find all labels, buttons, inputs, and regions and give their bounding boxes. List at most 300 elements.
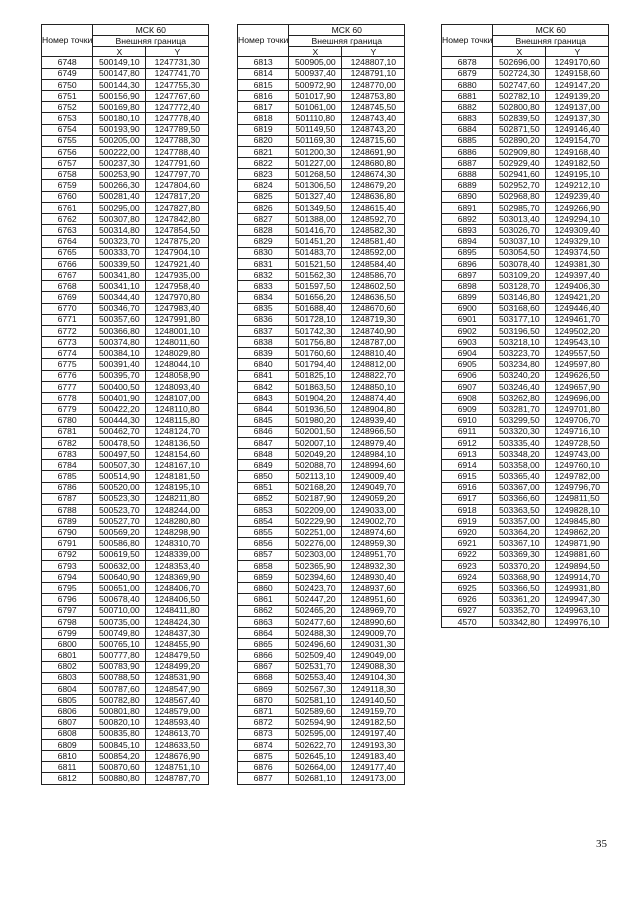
x-cell: 503335,40: [493, 437, 546, 448]
table-row: [42, 359, 209, 370]
table-row: [42, 572, 209, 583]
x-cell: 500520,00: [93, 482, 146, 493]
y-cell: 1249947,30: [546, 594, 609, 605]
table-row: [42, 158, 209, 169]
x-cell: 501110,80: [289, 113, 342, 124]
y-cell: 1248136,50: [146, 437, 209, 448]
y-cell: 1249811,50: [546, 493, 609, 504]
x-cell: 500149,10: [93, 57, 146, 68]
x-cell: 501825,10: [289, 370, 342, 381]
x-cell: 500281,40: [93, 191, 146, 202]
table-row: [238, 314, 405, 325]
table-row: [42, 68, 209, 79]
point-number-cell: 6857: [238, 549, 289, 560]
table-row: [442, 79, 609, 90]
table-row: [238, 594, 405, 605]
table-row: [42, 695, 209, 706]
y-cell: 1248582,30: [342, 225, 405, 236]
x-cell: 502488,30: [289, 627, 342, 638]
table-row: [42, 605, 209, 616]
x-cell: 503177,10: [493, 314, 546, 325]
table-row: [42, 113, 209, 124]
x-cell: 502645,10: [289, 751, 342, 762]
y-cell: 1249502,20: [546, 325, 609, 336]
x-cell: 502088,70: [289, 460, 342, 471]
table-row: [42, 79, 209, 90]
x-cell: 500801,80: [93, 706, 146, 717]
x-cell: 500222,00: [93, 146, 146, 157]
table-row: [238, 337, 405, 348]
x-cell: 500333,70: [93, 247, 146, 258]
table-row: [42, 124, 209, 135]
table-row: [238, 728, 405, 739]
point-number-cell: 6807: [42, 717, 93, 728]
table-row: [442, 158, 609, 169]
point-number-cell: 6804: [42, 683, 93, 694]
y-cell: 1249796,70: [546, 482, 609, 493]
y-cell: 1248812,00: [342, 359, 405, 370]
y-cell: 1248979,40: [342, 437, 405, 448]
table-row: [42, 639, 209, 650]
x-cell: 500253,90: [93, 169, 146, 180]
point-number-cell: 6898: [442, 281, 493, 292]
point-number-cell: 6815: [238, 79, 289, 90]
point-number-cell: 6817: [238, 102, 289, 113]
x-cell: 503357,00: [493, 516, 546, 527]
table-row: [442, 102, 609, 113]
table-row: [442, 370, 609, 381]
point-number-cell: 6855: [238, 527, 289, 538]
table-row: [442, 404, 609, 415]
x-cell: 502909,80: [493, 146, 546, 157]
y-cell: 1249421,20: [546, 292, 609, 303]
x-cell: 500295,00: [93, 202, 146, 213]
page-number: 35: [596, 838, 607, 850]
x-cell: 501656,20: [289, 292, 342, 303]
y-cell: 1248636,50: [342, 292, 405, 303]
y-cell: 1248579,00: [146, 706, 209, 717]
x-cell: 500937,40: [289, 68, 342, 79]
point-number-cell: 6852: [238, 493, 289, 504]
x-cell: 500651,00: [93, 583, 146, 594]
x-cell: 502447,20: [289, 594, 342, 605]
point-number-cell: 6830: [238, 247, 289, 258]
point-number-cell: 6827: [238, 214, 289, 225]
table-row: [442, 504, 609, 515]
point-number-cell: 6926: [442, 594, 493, 605]
y-cell: 1248406,70: [146, 583, 209, 594]
x-cell: 500391,40: [93, 359, 146, 370]
header-boundary: Внешняя граница: [493, 36, 609, 47]
table-row: [42, 751, 209, 762]
x-cell: 500735,00: [93, 616, 146, 627]
y-cell: 1248787,00: [342, 337, 405, 348]
x-cell: 500156,90: [93, 90, 146, 101]
y-cell: 1249871,90: [546, 538, 609, 549]
point-number-cell: 6874: [238, 739, 289, 750]
y-cell: 1248167,10: [146, 460, 209, 471]
y-cell: 1249139,20: [546, 90, 609, 101]
x-cell: 502496,60: [289, 639, 342, 650]
point-number-cell: 6824: [238, 180, 289, 191]
y-cell: 1249088,30: [342, 661, 405, 672]
x-cell: 503370,20: [493, 560, 546, 571]
y-cell: 1248984,10: [342, 448, 405, 459]
x-cell: 500341,80: [93, 269, 146, 280]
y-cell: 1247935,00: [146, 269, 209, 280]
table-row: [42, 57, 209, 68]
x-cell: 500346,70: [93, 303, 146, 314]
x-cell: 502985,70: [493, 202, 546, 213]
x-cell: 500144,30: [93, 79, 146, 90]
table-row: [442, 90, 609, 101]
point-number-cell: 6876: [238, 762, 289, 773]
table-row: [42, 482, 209, 493]
table-row: [442, 180, 609, 191]
x-cell: 501149,50: [289, 124, 342, 135]
x-cell: 500462,70: [93, 426, 146, 437]
point-number-cell: 6884: [442, 124, 493, 135]
x-cell: 500497,50: [93, 448, 146, 459]
x-cell: 502595,00: [289, 728, 342, 739]
point-number-cell: 6808: [42, 728, 93, 739]
x-cell: 502276,00: [289, 538, 342, 549]
point-number-cell: 6886: [442, 146, 493, 157]
x-cell: 500169,80: [93, 102, 146, 113]
y-cell: 1248244,00: [146, 504, 209, 515]
table-row: [42, 314, 209, 325]
y-cell: 1249329,10: [546, 236, 609, 247]
table-row: [42, 504, 209, 515]
y-cell: 1249406,30: [546, 281, 609, 292]
x-cell: 501756,80: [289, 337, 342, 348]
table-row: [238, 325, 405, 336]
x-cell: 502251,00: [289, 527, 342, 538]
x-cell: 501904,20: [289, 393, 342, 404]
y-cell: 1247958,40: [146, 281, 209, 292]
x-cell: 502567,30: [289, 683, 342, 694]
y-cell: 1249701,80: [546, 404, 609, 415]
point-number-cell: 6825: [238, 191, 289, 202]
point-number-cell: 6833: [238, 281, 289, 292]
point-number-cell: 6892: [442, 214, 493, 225]
point-number-cell: 6813: [238, 57, 289, 68]
y-cell: 1247767,60: [146, 90, 209, 101]
table-row: [238, 583, 405, 594]
y-cell: 1248939,40: [342, 415, 405, 426]
x-cell: 501268,50: [289, 169, 342, 180]
y-cell: 1249461,70: [546, 314, 609, 325]
table-row: [442, 460, 609, 471]
x-cell: 502394,60: [289, 572, 342, 583]
table-row: [442, 225, 609, 236]
y-cell: 1249140,50: [342, 695, 405, 706]
table-row: [442, 348, 609, 359]
y-cell: 1247817,20: [146, 191, 209, 202]
table-row: [442, 594, 609, 605]
header-point-number: Номер точки: [442, 25, 493, 57]
x-cell: 503364,20: [493, 527, 546, 538]
y-cell: 1247875,20: [146, 236, 209, 247]
table-row: [238, 258, 405, 269]
table-row: [238, 102, 405, 113]
y-cell: 1249197,40: [342, 728, 405, 739]
y-cell: 1248424,30: [146, 616, 209, 627]
y-cell: 1248990,60: [342, 616, 405, 627]
table-row: [42, 415, 209, 426]
table-row: [442, 538, 609, 549]
y-cell: 1248406,50: [146, 594, 209, 605]
x-cell: 500845,10: [93, 739, 146, 750]
x-cell: 503054,50: [493, 247, 546, 258]
point-number-cell: 6863: [238, 616, 289, 627]
point-number-cell: 6895: [442, 247, 493, 258]
y-cell: 1249031,30: [342, 639, 405, 650]
y-cell: 1248951,70: [342, 549, 405, 560]
x-cell: 503369,30: [493, 549, 546, 560]
y-cell: 1249657,90: [546, 381, 609, 392]
point-number-cell: 6812: [42, 773, 93, 784]
x-cell: 503196,50: [493, 325, 546, 336]
table-row: [42, 370, 209, 381]
point-number-cell: 6853: [238, 504, 289, 515]
point-number-cell: 6883: [442, 113, 493, 124]
x-cell: 502477,60: [289, 616, 342, 627]
x-cell: 500266,30: [93, 180, 146, 191]
y-cell: 1249009,70: [342, 627, 405, 638]
table-row: [442, 113, 609, 124]
y-cell: 1248613,70: [146, 728, 209, 739]
table-row: [238, 281, 405, 292]
y-cell: 1248001,10: [146, 325, 209, 336]
y-cell: 1249931,80: [546, 583, 609, 594]
table-row: [238, 739, 405, 750]
point-number-cell: 6872: [238, 717, 289, 728]
point-number-cell: 6784: [42, 460, 93, 471]
y-cell: 1248353,40: [146, 560, 209, 571]
x-cell: 501936,50: [289, 404, 342, 415]
y-cell: 1249782,00: [546, 471, 609, 482]
table-row: [238, 292, 405, 303]
point-number-cell: 6878: [442, 57, 493, 68]
point-number-cell: 6889: [442, 180, 493, 191]
point-number-cell: 6841: [238, 370, 289, 381]
table-row: [238, 504, 405, 515]
y-cell: 1248740,90: [342, 325, 405, 336]
point-number-cell: 6870: [238, 695, 289, 706]
y-cell: 1247788,30: [146, 135, 209, 146]
table-row: [42, 516, 209, 527]
table-row: [42, 90, 209, 101]
table-row: [238, 639, 405, 650]
table-row: [42, 191, 209, 202]
y-cell: 1248937,60: [342, 583, 405, 594]
point-number-cell: 6763: [42, 225, 93, 236]
y-cell: 1248211,80: [146, 493, 209, 504]
x-cell: 502531,70: [289, 661, 342, 672]
point-number-cell: 6864: [238, 627, 289, 638]
y-cell: 1249159,70: [342, 706, 405, 717]
point-number-cell: 6914: [442, 460, 493, 471]
y-cell: 1249828,10: [546, 504, 609, 515]
table-row: [238, 381, 405, 392]
table-row: [42, 683, 209, 694]
x-cell: 500366,80: [93, 325, 146, 336]
y-cell: 1249309,40: [546, 225, 609, 236]
point-number-cell: 6779: [42, 404, 93, 415]
x-cell: 501728,10: [289, 314, 342, 325]
y-cell: 1247991,80: [146, 314, 209, 325]
table-row: [238, 538, 405, 549]
point-number-cell: 6835: [238, 303, 289, 314]
y-cell: 1249381,30: [546, 258, 609, 269]
header-x: X: [289, 47, 342, 57]
x-cell: 501863,50: [289, 381, 342, 392]
x-cell: 500444,30: [93, 415, 146, 426]
x-cell: 501980,20: [289, 415, 342, 426]
point-number-cell: 6768: [42, 281, 93, 292]
table-row: [238, 113, 405, 124]
y-cell: 1249049,70: [342, 482, 405, 493]
table-row: [442, 258, 609, 269]
x-cell: 500640,90: [93, 572, 146, 583]
x-cell: 500710,00: [93, 605, 146, 616]
point-number-cell: 6845: [238, 415, 289, 426]
table-row: [238, 68, 405, 79]
table-row: [42, 448, 209, 459]
y-cell: 1249182,50: [546, 158, 609, 169]
x-cell: 502589,60: [289, 706, 342, 717]
y-cell: 1248107,00: [146, 393, 209, 404]
y-cell: 1248547,90: [146, 683, 209, 694]
table-row: [442, 516, 609, 527]
y-cell: 1249118,30: [342, 683, 405, 694]
point-number-cell: 6900: [442, 303, 493, 314]
table-row: [238, 426, 405, 437]
y-cell: 1249183,40: [342, 751, 405, 762]
point-number-cell: 6783: [42, 448, 93, 459]
y-cell: 1247921,40: [146, 258, 209, 269]
x-cell: 500180,10: [93, 113, 146, 124]
y-cell: 1249706,70: [546, 415, 609, 426]
point-number-cell: 6765: [42, 247, 93, 258]
y-cell: 1249914,70: [546, 572, 609, 583]
y-cell: 1248058,90: [146, 370, 209, 381]
x-cell: 503240,20: [493, 370, 546, 381]
table-row: [42, 717, 209, 728]
y-cell: 1248310,70: [146, 538, 209, 549]
y-cell: 1249597,80: [546, 359, 609, 370]
point-number-cell: 6821: [238, 146, 289, 157]
point-number-cell: 6917: [442, 493, 493, 504]
x-cell: 500314,80: [93, 225, 146, 236]
y-cell: 1249894,50: [546, 560, 609, 571]
header-system: МСК 60: [289, 25, 405, 36]
y-cell: 1248904,80: [342, 404, 405, 415]
point-number-cell: 6923: [442, 560, 493, 571]
table-row: [442, 269, 609, 280]
x-cell: 500619,50: [93, 549, 146, 560]
point-number-cell: 6908: [442, 393, 493, 404]
point-number-cell: 6893: [442, 225, 493, 236]
y-cell: 1248770,00: [342, 79, 405, 90]
table-row: [238, 672, 405, 683]
x-cell: 500632,00: [93, 560, 146, 571]
table-row: [238, 348, 405, 359]
x-cell: 501169,30: [289, 135, 342, 146]
point-number-cell: 6790: [42, 527, 93, 538]
y-cell: 1248044,10: [146, 359, 209, 370]
point-number-cell: 6840: [238, 359, 289, 370]
x-cell: 501483,70: [289, 247, 342, 258]
x-cell: 503361,20: [493, 594, 546, 605]
point-number-cell: 6770: [42, 303, 93, 314]
table-row: [442, 549, 609, 560]
point-number-cell: 6836: [238, 314, 289, 325]
x-cell: 500527,70: [93, 516, 146, 527]
table-row: [442, 605, 609, 616]
x-cell: 500339,50: [93, 258, 146, 269]
y-cell: 1249239,40: [546, 191, 609, 202]
x-cell: 500395,70: [93, 370, 146, 381]
point-number-cell: 6875: [238, 751, 289, 762]
table-row: [42, 214, 209, 225]
point-number-cell: 6780: [42, 415, 93, 426]
point-number-cell: 6758: [42, 169, 93, 180]
point-number-cell: 6888: [442, 169, 493, 180]
point-number-cell: 6846: [238, 426, 289, 437]
y-cell: 1248369,90: [146, 572, 209, 583]
point-number-cell: 6800: [42, 639, 93, 650]
y-cell: 1249195,10: [546, 169, 609, 180]
table-row: [42, 381, 209, 392]
table-row: [442, 169, 609, 180]
point-number-cell: 6848: [238, 448, 289, 459]
x-cell: 502890,20: [493, 135, 546, 146]
y-cell: 1248633,50: [146, 739, 209, 750]
table-row: [238, 158, 405, 169]
header-boundary: Внешняя граница: [93, 36, 209, 47]
y-cell: 1248850,10: [342, 381, 405, 392]
point-number-cell: 6766: [42, 258, 93, 269]
point-number-cell: 6867: [238, 661, 289, 672]
y-cell: 1249760,10: [546, 460, 609, 471]
point-number-cell: 6792: [42, 549, 93, 560]
point-number-cell: 6806: [42, 706, 93, 717]
y-cell: 1248680,80: [342, 158, 405, 169]
table-row: [442, 359, 609, 370]
table-row: [238, 482, 405, 493]
x-cell: 500835,80: [93, 728, 146, 739]
y-cell: 1248822,70: [342, 370, 405, 381]
y-cell: 1249182,50: [342, 717, 405, 728]
table-row: [238, 303, 405, 314]
x-cell: 502581,10: [289, 695, 342, 706]
table-row: [238, 90, 405, 101]
table-row: [42, 538, 209, 549]
x-cell: 502113,10: [289, 471, 342, 482]
y-cell: 1249374,50: [546, 247, 609, 258]
point-number-cell: 6849: [238, 460, 289, 471]
point-number-cell: 6844: [238, 404, 289, 415]
x-cell: 501451,20: [289, 236, 342, 247]
point-number-cell: 6810: [42, 751, 93, 762]
y-cell: 1247791,60: [146, 158, 209, 169]
point-number-cell: 6791: [42, 538, 93, 549]
y-cell: 1248674,30: [342, 169, 405, 180]
x-cell: 500870,60: [93, 762, 146, 773]
x-cell: 501562,30: [289, 269, 342, 280]
